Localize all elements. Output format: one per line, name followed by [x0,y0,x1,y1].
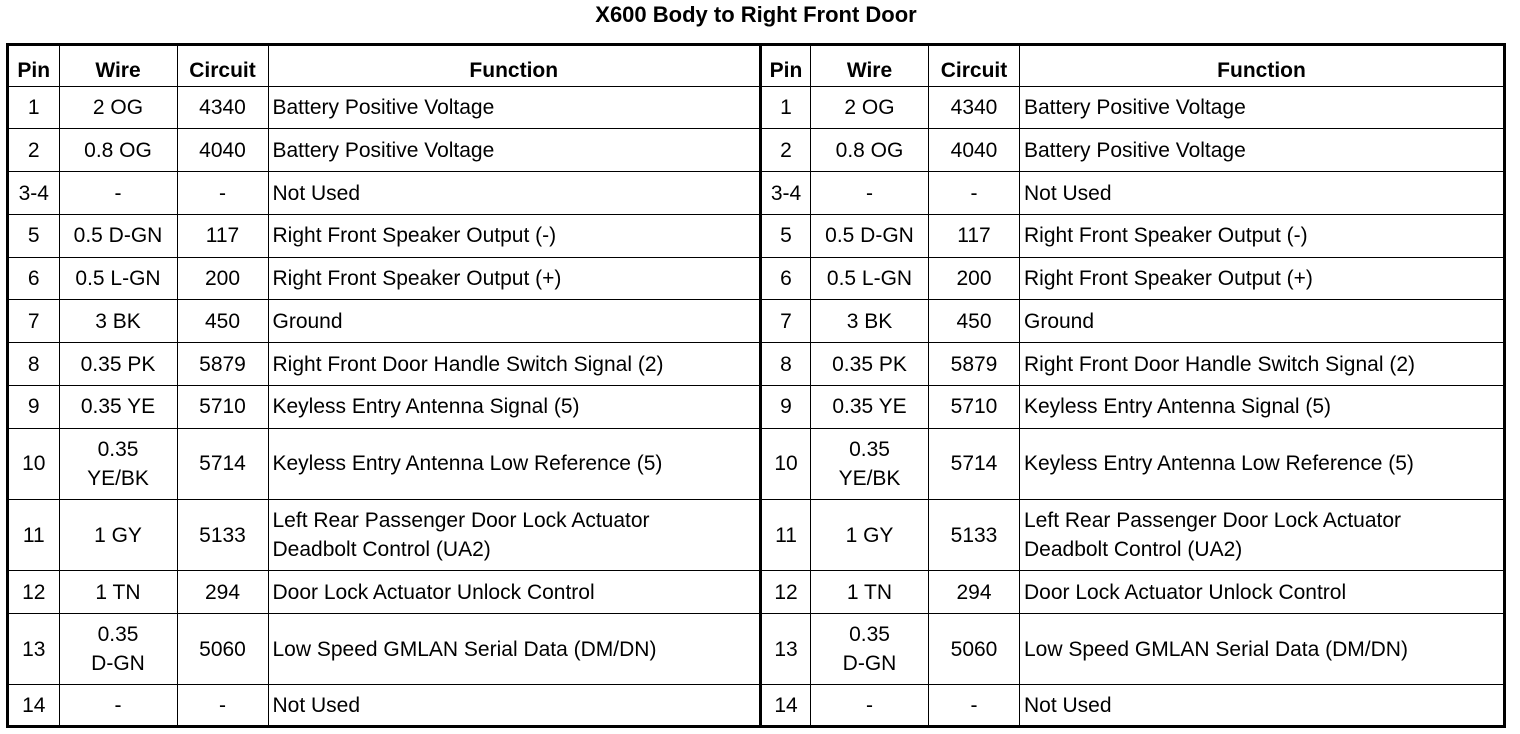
circuit-cell: 450 [177,300,268,343]
header-row [9,46,759,86]
pin-cell: 1 [9,86,59,129]
pin-cell: 6 [761,257,811,300]
wire-cell: - [811,685,929,725]
pinout-table-right-body [761,46,1504,725]
wire-cell: 1 GY [59,499,177,570]
table-row [761,571,1504,614]
table-row [9,685,759,725]
table-row [761,685,1504,725]
circuit-cell: 5879 [177,343,268,386]
table-row [761,129,1504,172]
circuit-cell: 5714 [177,428,268,499]
pin-cell: 10 [761,428,811,499]
circuit-cell: 294 [177,571,268,614]
wire-cell: - [811,172,929,215]
circuit-cell: 5879 [929,343,1020,386]
wire-cell: 0.35 YE [811,385,929,428]
wire-cell: 2 OG [811,86,929,129]
table-row [9,571,759,614]
circuit-cell: - [929,172,1020,215]
function-cell: Battery Positive Voltage [1020,129,1504,172]
pin-cell: 10 [9,428,59,499]
pin-cell: 9 [9,385,59,428]
circuit-cell: 4040 [177,129,268,172]
circuit-cell: 117 [177,214,268,257]
table-row [761,257,1504,300]
function-cell: Battery Positive Voltage [268,129,759,172]
wire-cell: 1 GY [811,499,929,570]
wire-text-line2: YE/BK [87,466,149,490]
circuit-column-header: Circuit [929,46,1020,86]
pin-cell: 13 [761,613,811,684]
function-cell: Keyless Entry Antenna Signal (5) [1020,385,1504,428]
pinout-table-right [759,46,1503,725]
pin-cell: 9 [761,385,811,428]
function-cell: Keyless Entry Antenna Low Reference (5) [1020,428,1504,499]
pin-cell: 5 [761,214,811,257]
table-row [9,613,759,684]
table-row [9,499,759,570]
table-row [9,343,759,386]
wire-cell: - [59,172,177,215]
function-cell: Right Front Door Handle Switch Signal (2) [268,343,759,386]
wire-cell [59,428,177,499]
table-row [761,172,1504,215]
wire-cell: 1 TN [811,571,929,614]
function-text-line1: Left Rear Passenger Door Lock Actuator [1024,509,1402,533]
circuit-column-header: Circuit [177,46,268,86]
function-cell: Right Front Speaker Output (-) [268,214,759,257]
circuit-cell: - [177,685,268,725]
wire-cell: 1 TN [59,571,177,614]
wire-cell: 0.5 L-GN [59,257,177,300]
table-row [9,300,759,343]
circuit-cell: - [177,172,268,215]
wire-cell: 0.5 D-GN [811,214,929,257]
function-cell: Keyless Entry Antenna Signal (5) [268,385,759,428]
wire-cell: 3 BK [59,300,177,343]
pin-column-header: Pin [761,46,811,86]
circuit-cell: 294 [929,571,1020,614]
function-cell: Not Used [268,685,759,725]
wire-text-line1: 0.35 [97,437,139,461]
pin-cell: 3-4 [761,172,811,215]
table-row [9,172,759,215]
function-column-header: Function [1020,46,1504,86]
pin-cell: 2 [9,129,59,172]
circuit-cell: 200 [929,257,1020,300]
pin-cell: 11 [761,499,811,570]
wire-text-line2: YE/BK [838,466,901,490]
pin-cell: 1 [761,86,811,129]
pin-column-header: Pin [9,46,59,86]
function-cell: Not Used [1020,685,1504,725]
wire-text-line2: D-GN [842,652,897,676]
wire-column-header: Wire [59,46,177,86]
circuit-cell: 5710 [929,385,1020,428]
wire-text-line1: 0.35 [849,623,890,647]
pin-cell: 5 [9,214,59,257]
table-row [761,343,1504,386]
function-column-header: Function [268,46,759,86]
pinout-table-left-body [9,46,759,725]
wire-cell: 3 BK [811,300,929,343]
table-row [761,300,1504,343]
pin-cell: 8 [9,343,59,386]
circuit-cell: 5060 [177,613,268,684]
pin-cell: 3-4 [9,172,59,215]
circuit-cell: 117 [929,214,1020,257]
table-row [761,613,1504,684]
pinout-table-left [9,46,759,725]
circuit-cell: 4040 [929,129,1020,172]
header-row [761,46,1504,86]
wire-cell: 2 OG [59,86,177,129]
wire-cell: 0.35 YE [59,385,177,428]
connector-tables [6,43,1506,728]
circuit-cell: 5710 [177,385,268,428]
wire-cell [59,613,177,684]
function-cell: Low Speed GMLAN Serial Data (DM/DN) [268,613,759,684]
pin-cell: 12 [761,571,811,614]
table-row [761,86,1504,129]
table-row [9,385,759,428]
function-cell: Right Front Door Handle Switch Signal (2) [1020,343,1504,386]
circuit-cell: 4340 [929,86,1020,129]
pin-cell: 14 [9,685,59,725]
wire-cell [811,428,929,499]
circuit-cell: 5714 [929,428,1020,499]
wire-cell: 0.5 L-GN [811,257,929,300]
table-row [9,257,759,300]
pin-cell: 12 [9,571,59,614]
wire-cell: 0.8 OG [811,129,929,172]
function-cell: Right Front Speaker Output (+) [268,257,759,300]
circuit-cell: - [929,685,1020,725]
table-row [761,214,1504,257]
function-cell: Not Used [1020,172,1504,215]
pin-cell: 14 [761,685,811,725]
function-cell: Door Lock Actuator Unlock Control [268,571,759,614]
circuit-cell: 5060 [929,613,1020,684]
function-cell: Battery Positive Voltage [268,86,759,129]
pin-cell: 2 [761,129,811,172]
wire-text-line2: D-GN [91,652,145,676]
table-row [9,86,759,129]
wire-cell: 0.35 PK [811,343,929,386]
function-cell: Not Used [268,172,759,215]
circuit-cell: 200 [177,257,268,300]
function-cell: Keyless Entry Antenna Low Reference (5) [268,428,759,499]
circuit-cell: 5133 [929,499,1020,570]
wire-column-header: Wire [811,46,929,86]
wire-cell: 0.5 D-GN [59,214,177,257]
table-title: X600 Body to Right Front Door [595,2,917,27]
wire-cell: 0.8 OG [59,129,177,172]
pin-cell: 13 [9,613,59,684]
wire-cell: 0.35 PK [59,343,177,386]
function-cell: Right Front Speaker Output (+) [1020,257,1504,300]
pin-cell: 8 [761,343,811,386]
pin-cell: 7 [761,300,811,343]
function-text-line1: Left Rear Passenger Door Lock Actuator [272,509,650,533]
table-row [761,499,1504,570]
function-text-line2: Deadbolt Control (UA2) [272,538,491,562]
pin-cell: 6 [9,257,59,300]
function-cell: Low Speed GMLAN Serial Data (DM/DN) [1020,613,1504,684]
function-cell: Right Front Speaker Output (-) [1020,214,1504,257]
wire-text-line1: 0.35 [97,623,139,647]
function-cell: Door Lock Actuator Unlock Control [1020,571,1504,614]
circuit-cell: 5133 [177,499,268,570]
pin-cell: 7 [9,300,59,343]
function-cell [268,499,759,570]
table-row [9,428,759,499]
function-text-line2: Deadbolt Control (UA2) [1024,538,1243,562]
wire-cell: - [59,685,177,725]
pin-cell: 11 [9,499,59,570]
table-row [761,385,1504,428]
circuit-cell: 450 [929,300,1020,343]
wire-cell [811,613,929,684]
function-cell: Ground [268,300,759,343]
wire-text-line1: 0.35 [849,437,890,461]
function-cell: Ground [1020,300,1504,343]
table-row [761,428,1504,499]
table-row [9,129,759,172]
circuit-cell: 4340 [177,86,268,129]
function-cell [1020,499,1504,570]
table-row [9,214,759,257]
function-cell: Battery Positive Voltage [1020,86,1504,129]
